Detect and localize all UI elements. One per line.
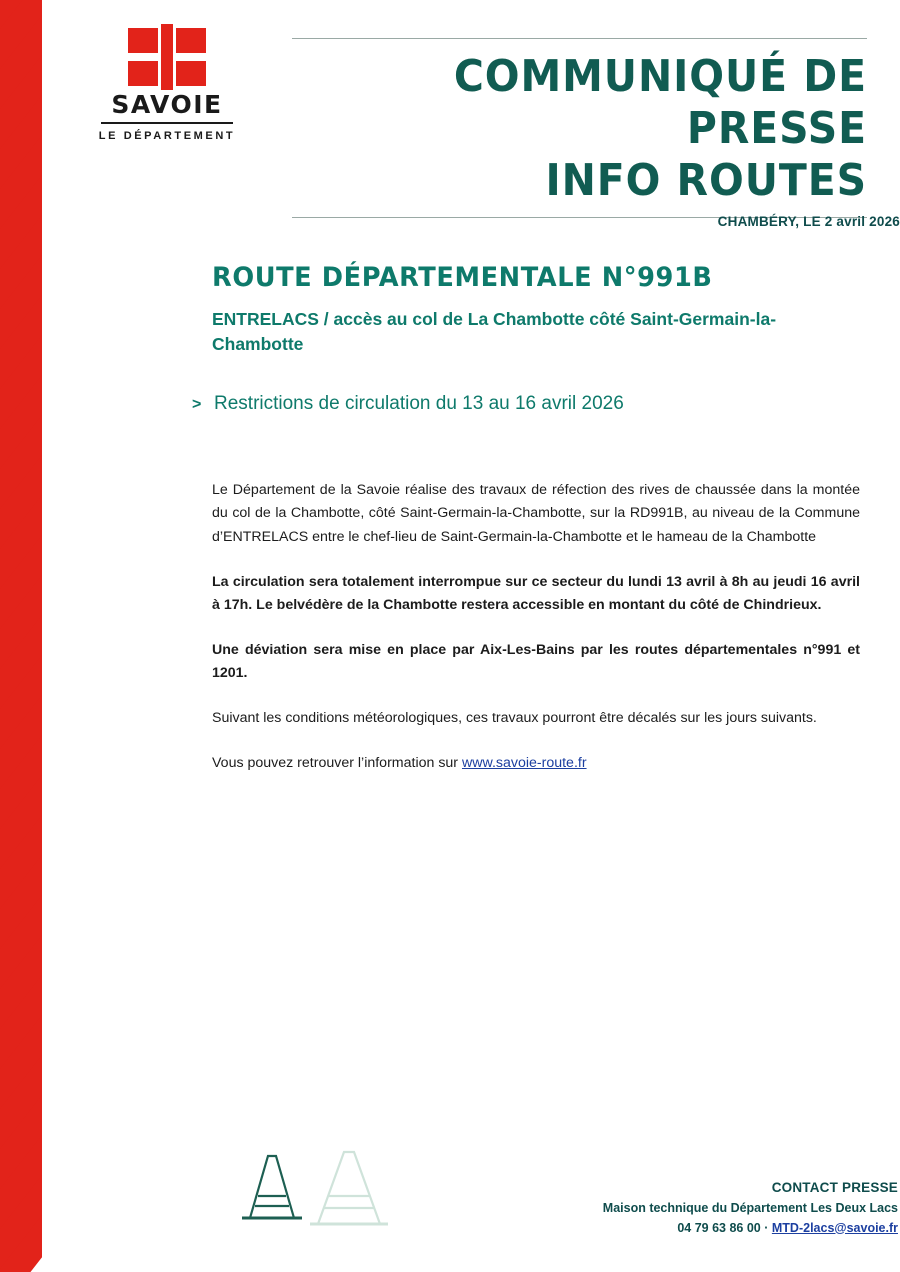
logo-subtitle: LE DÉPARTEMENT (98, 130, 236, 142)
document-body (42, 262, 900, 798)
road-subheading: ENTRELACS / accès au col de La Chambotte côté Saint-Germain-la-Chambotte (212, 309, 777, 354)
chevron-right-icon: > (192, 395, 202, 413)
footer-cones (222, 1146, 422, 1236)
document-header (42, 0, 900, 232)
document-footer (42, 1138, 900, 1248)
header-rule-top (292, 38, 867, 39)
restriction-bullet (192, 391, 900, 418)
header-title-block (292, 38, 867, 218)
paragraph-list (212, 479, 860, 775)
info-prefix: Vous pouvez retrouver l’information sur (212, 755, 462, 772)
contact-phone: 04 79 63 86 00 (677, 1220, 761, 1235)
cones-svg (222, 1146, 422, 1236)
savoie-logo (72, 28, 262, 142)
paragraph-2: La circulation sera totalement interrompue sur ce secteur du lundi 13 avril à 8h au jeudi 16 avril à 17h. Le belvédère de la Chambotte restera accessible en montant du côté de Chindrieux. (212, 573, 860, 613)
contact-separator: · (764, 1220, 769, 1235)
page-title-line2: INFO ROUTES (545, 154, 867, 206)
info-line (212, 752, 860, 775)
contact-title: CONTACT PRESSE (771, 1180, 898, 1196)
page-title-line1: COMMUNIQUÉ DE PRESSE (453, 51, 867, 154)
page-title (332, 51, 867, 207)
paragraph-4: Suivant les conditions météorologiques, ces travaux pourront être décalés sur les jours suivants. (212, 710, 817, 727)
contact-details (603, 1219, 898, 1238)
savoie-cross-icon (128, 28, 206, 86)
document-page (42, 0, 900, 1272)
logo-divider (101, 122, 233, 124)
restriction-label: Restrictions de circulation du 13 au 16 avril 2026 (214, 392, 624, 414)
traffic-cone-outline-icon (310, 1152, 388, 1224)
dateline: CHAMBÉRY, LE 2 avril 2026 (717, 214, 900, 229)
contact-organisation: Maison technique du Département Les Deux Lacs (602, 1201, 898, 1216)
paragraph-3: Une déviation sera mise en place par Aix-Les-Bains par les routes départementales n°991 et 1201. (212, 641, 860, 682)
hazard-stripe-band (0, 0, 42, 1272)
savoie-route-link[interactable]: www.savoie-route.fr (461, 755, 587, 772)
logo-wordmark: SAVOIE (111, 90, 223, 119)
road-heading: ROUTE DÉPARTEMENTALE N°991B (212, 262, 713, 293)
traffic-cone-icon (242, 1156, 302, 1218)
contact-block (603, 1178, 898, 1238)
contact-email-link[interactable]: MTD-2lacs@savoie.fr (771, 1220, 898, 1235)
paragraph-1: Le Département de la Savoie réalise des travaux de réfection des rives de chaussée dans la montée du col de la Chambotte, côté Saint-Germain-la-Chambotte, sur la RD991B, au niveau de la Commune d’ENTRELACS entre le chef-lieu de Saint-Germain-la-Chambotte et le hameau de la Chambotte (212, 482, 860, 545)
